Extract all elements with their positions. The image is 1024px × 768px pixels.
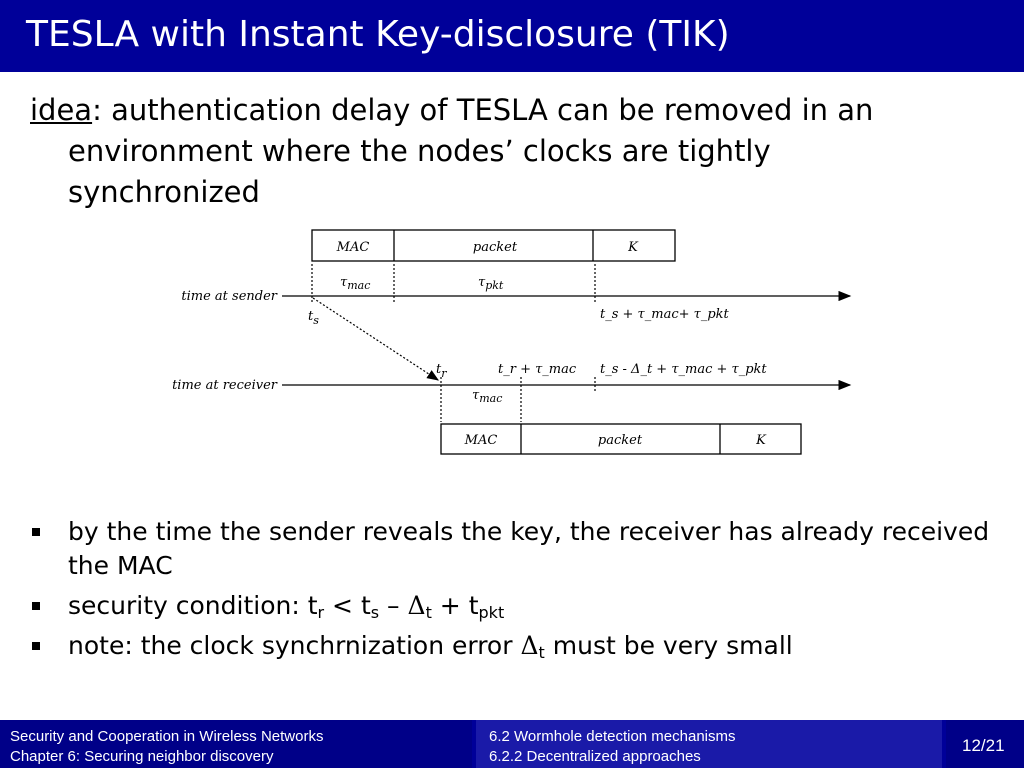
propagation-arrow [313,298,438,380]
sender-axis-label: time at sender [181,289,277,304]
receiver-key-field: K [756,433,766,448]
receiver-packet [441,424,801,454]
tau-mac-receiver-label: $\tau_{mac}$ [472,388,503,405]
idea-line-3: synchronized [68,175,260,209]
idea-paragraph [30,90,990,213]
tau-pkt-label: $\tau_{pkt}$ [478,275,504,292]
receiver-mac-field: MAC [464,433,498,448]
receiver-mac-time-label: t_r + τ_mac [498,362,577,377]
bullet-security-condition: security condition: $t_r < t_s - \Delta_t + t_{pkt}$ [30,589,1010,623]
sender-key-field: K [628,240,638,255]
footer-section: 6.2 Wormhole detection mechanisms [489,728,736,745]
footer-subsection: 6.2.2 Decentralized approaches [489,748,701,765]
tik-timing-diagram [150,222,870,462]
sender-key-time-label: t_s + τ_mac+ τ_pkt [600,307,729,322]
idea-line-2: environment where the nodes’ clocks are tightly [68,134,771,168]
idea-line-1-rest: : authentication delay of TESLA can be removed in an [92,93,874,127]
bullet-square-icon [32,528,40,536]
tau-mac-sender-label: $\tau_{mac}$ [340,275,371,292]
bullet-square-icon [32,642,40,650]
bullet-square-icon [32,602,40,610]
title-bar [0,0,1024,72]
footer-course-title: Security and Cooperation in Wireless Networks [10,728,324,745]
bullet-1-line-1: by the time the sender reveals the key, the receiver has already received [68,517,990,546]
tr-label: $t_r$ [436,362,447,380]
bullet-key-reveal [30,515,1010,583]
bullet-list [30,515,1010,669]
receiver-packet-field: packet [597,433,643,448]
sender-packet [312,230,675,261]
idea-line-1 [30,90,990,131]
sender-mac-field: MAC [336,240,370,255]
page-number: 12/21 [962,736,1005,755]
receiver-key-time-label: t_s - Δ_t + τ_mac + τ_pkt [600,362,767,377]
bullet-1-line-2: the MAC [68,551,173,580]
ts-label: $t_s$ [308,309,319,327]
slide-title: TESLA with Instant Key-disclosure (TIK) [26,14,730,55]
sender-packet-field: packet [472,240,518,255]
idea-keyword: idea [30,93,93,127]
footer-chapter: Chapter 6: Securing neighbor discovery [10,748,274,765]
receiver-axis-label: time at receiver [172,378,277,393]
bullet-clock-error: note: the clock synchrnization error $\Delta_t$ must be very small [30,629,1010,663]
